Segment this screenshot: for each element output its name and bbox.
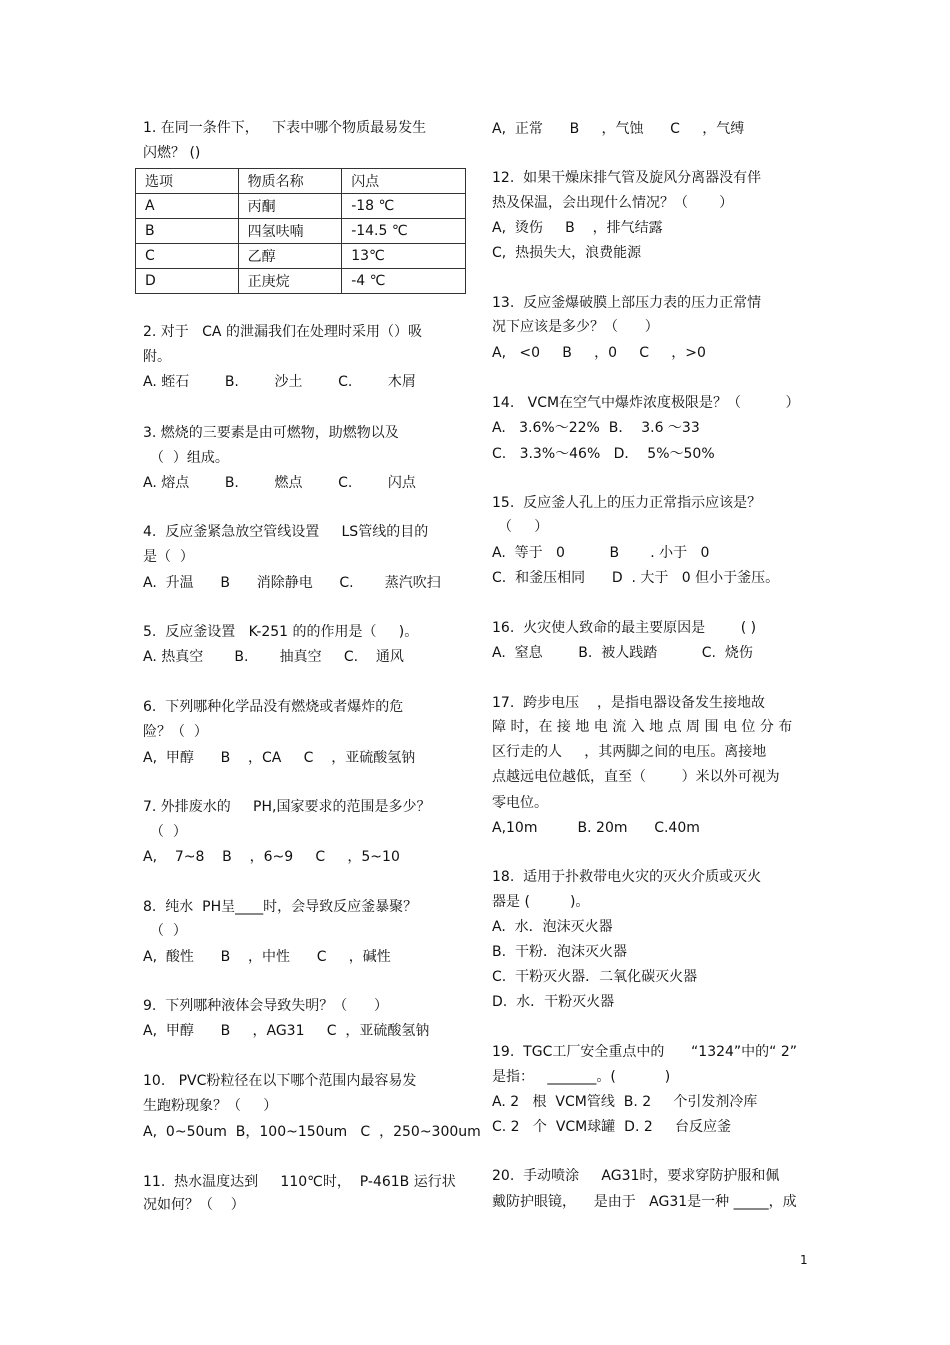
question-line-q16b: A. 窒息 B. 被人践踏 C. 烧伤 <box>492 645 753 661</box>
question-line-q13b: 况下应该是多少？（ ） <box>492 319 659 335</box>
question-line-q11b: 况如何？（ ） <box>143 1197 245 1213</box>
question-line-q11c: A, 正常 B ，气蚀 C ，气缚 <box>492 121 745 137</box>
question-line-q13a: 13. 反应釜爆破膜上部压力表的压力正常情 <box>492 295 762 311</box>
question-line-q15b: （ ） <box>498 519 549 535</box>
question-line-q7c: A, 7~8 B ，6~9 C ，5~10 <box>143 849 400 865</box>
question-line-q3a: 3. 燃烧的三要素是由可燃物，助燃物以及 <box>143 425 399 441</box>
question-line-q6a: 6. 下列哪种化学品没有燃烧或者爆炸的危 <box>143 699 404 715</box>
page-number: 1 <box>800 1253 808 1267</box>
question-line-q12a: 12. 如果干燥床排气管及旋风分离器没有伴 <box>492 170 762 186</box>
table-cell: C <box>136 244 239 269</box>
question-line-q20b: 戴防护眼镜， 是由于 AG31是一种 _____，成 <box>492 1194 797 1210</box>
question-line-q3b: （ ）组成。 <box>150 450 229 466</box>
question-line-q15d: C. 和釜压相同 D . 大于 0 但小于釜压。 <box>492 570 780 586</box>
question-line-q17e: 零电位。 <box>492 795 548 811</box>
question-line-q10b: 生跑粉现象？（ ） <box>143 1098 278 1114</box>
question-line-q19b: 是指： _______。( ) <box>492 1069 671 1085</box>
question-line-q3c: A. 熔点 B. 燃点 C. 闪点 <box>143 475 416 491</box>
flash-point-table <box>135 168 466 294</box>
table-row <box>136 194 466 219</box>
table-cell: B <box>136 219 239 244</box>
question-line-q16a: 16. 火灾使人致命的最主要原因是 ( ) <box>492 620 757 636</box>
question-line-q8a: 8. 纯水 PH呈____时，会导致反应釜暴聚？ <box>143 899 418 915</box>
question-line-q18b: 器是 ( )。 <box>492 894 590 910</box>
table-cell: 13℃ <box>342 244 466 269</box>
table-cell: A <box>136 194 239 219</box>
table-row <box>136 219 466 244</box>
table-cell: 物质名称 <box>238 169 342 194</box>
question-line-q12c: A, 烫伤 B ，排气结露 <box>492 220 663 236</box>
question-line-q18c: A. 水．泡沫灭火器 <box>492 919 613 935</box>
question-line-q10a: 10. PVC粉粒径在以下哪个范围内最容易发 <box>143 1073 417 1089</box>
question-line-q1b: 闪燃？ () <box>143 145 201 161</box>
question-line-q2b: 附。 <box>143 349 171 365</box>
question-line-q19c: A. 2 根 VCM管线 B. 2 个引发剂冷库 <box>492 1094 758 1110</box>
question-line-q5a: 5. 反应釜设置 K-251 的的作用是（ )。 <box>143 624 419 640</box>
question-line-q18e: C. 干粉灭火器．二氧化碳灭火器 <box>492 969 698 985</box>
question-line-q8c: A, 酸性 B ，中性 C ，碱性 <box>143 949 391 965</box>
question-line-q20a: 20. 手动喷涂 AG31时，要求穿防护服和佩 <box>492 1168 780 1184</box>
question-line-q17f: A,10m B. 20m C.40m <box>492 820 700 836</box>
question-line-q17d: 点越远电位越低，直至（ ）米以外可视为 <box>492 769 780 785</box>
table-cell: D <box>136 269 239 294</box>
table-cell: 丙酮 <box>238 194 342 219</box>
question-line-q14a: 14. VCM在空气中爆炸浓度极限是？（ ） <box>492 395 800 411</box>
question-line-q5b: A. 热真空 B. 抽真空 C. 通风 <box>143 649 404 665</box>
table-cell: -18 ℃ <box>342 194 466 219</box>
question-line-q1a: 1. 在同一条件下， 下表中哪个物质最易发生 <box>143 120 427 136</box>
question-line-q4b: 是（ ） <box>143 549 194 565</box>
question-line-q15c: A. 等于 0 B . 小于 0 <box>492 545 710 561</box>
question-line-q4a: 4. 反应釜紧急放空管线设置 LS管线的目的 <box>143 524 429 540</box>
question-line-q18a: 18. 适用于扑救带电火灾的灭火介质或灭火 <box>492 869 762 885</box>
table-cell: -4 ℃ <box>342 269 466 294</box>
question-line-q6b: 险？（ ） <box>143 724 208 740</box>
question-line-q9b: A, 甲醇 B ，AG31 C ，亚硫酸氢钠 <box>143 1023 430 1039</box>
table-cell: 闪点 <box>342 169 466 194</box>
question-line-q19d: C. 2 个 VCM球罐 D. 2 台反应釜 <box>492 1119 732 1135</box>
question-line-q2a: 2. 对于 CA 的泄漏我们在处理时采用（）吸 <box>143 324 422 340</box>
question-line-q8b: （ ） <box>150 923 187 939</box>
question-line-q17c: 区行走的人 ，其两脚之间的电压。离接地 <box>492 744 767 760</box>
table-cell: 选项 <box>136 169 239 194</box>
table-row <box>136 244 466 269</box>
question-line-q15a: 15. 反应釜人孔上的压力正常指示应该是？ <box>492 495 762 511</box>
question-line-q18d: B. 干粉．泡沫灭火器 <box>492 944 627 960</box>
question-line-q18f: D. 水．干粉灭火器 <box>492 994 615 1010</box>
question-line-q17a: 17. 跨步电压 ，是指电器设备发生接地故 <box>492 695 765 711</box>
question-line-q4c: A. 升温 B 消除静电 C. 蒸汽吹扫 <box>143 575 441 591</box>
table-cell: 正庚烷 <box>238 269 342 294</box>
question-line-q6c: A, 甲醇 B ，CA C ，亚硫酸氢钠 <box>143 750 416 766</box>
question-line-q12d: C, 热损失大，浪费能源 <box>492 245 642 261</box>
question-line-q7a: 7. 外排废水的 PH,国家要求的范围是多少？ <box>143 799 431 815</box>
question-line-q12b: 热及保温，会出现什么情况？（ ） <box>492 195 734 211</box>
question-line-q13c: A, <0 B ，0 C ，>0 <box>492 345 706 361</box>
table-cell: 乙醇 <box>238 244 342 269</box>
question-line-q14b: A. 3.6%～22% B． 3.6 ～33 <box>492 420 700 436</box>
table-cell: 四氢呋喃 <box>238 219 342 244</box>
table-cell: -14.5 ℃ <box>342 219 466 244</box>
question-line-q9a: 9. 下列哪种液体会导致失明？（ ） <box>143 998 388 1014</box>
question-line-q17b: 障 时，在 接 地 电 流 入 地 点 周 围 电 位 分 布 <box>492 719 793 735</box>
table-row <box>136 269 466 294</box>
question-line-q14c: C. 3.3%～46% D． 5%～50% <box>492 446 715 462</box>
question-line-q10c: A, 0~50um B，100~150um C ，250~300um <box>143 1124 481 1140</box>
question-line-q11a: 11. 热水温度达到 110℃时， P-461B 运行状 <box>143 1174 456 1190</box>
table-header-row <box>136 169 466 194</box>
question-line-q19a: 19. TGC工厂安全重点中的 “1324”中的“ 2” <box>492 1044 798 1060</box>
question-line-q7b: （ ） <box>150 824 187 840</box>
question-line-q2c: A. 蛭石 B. 沙土 C. 木屑 <box>143 374 416 390</box>
